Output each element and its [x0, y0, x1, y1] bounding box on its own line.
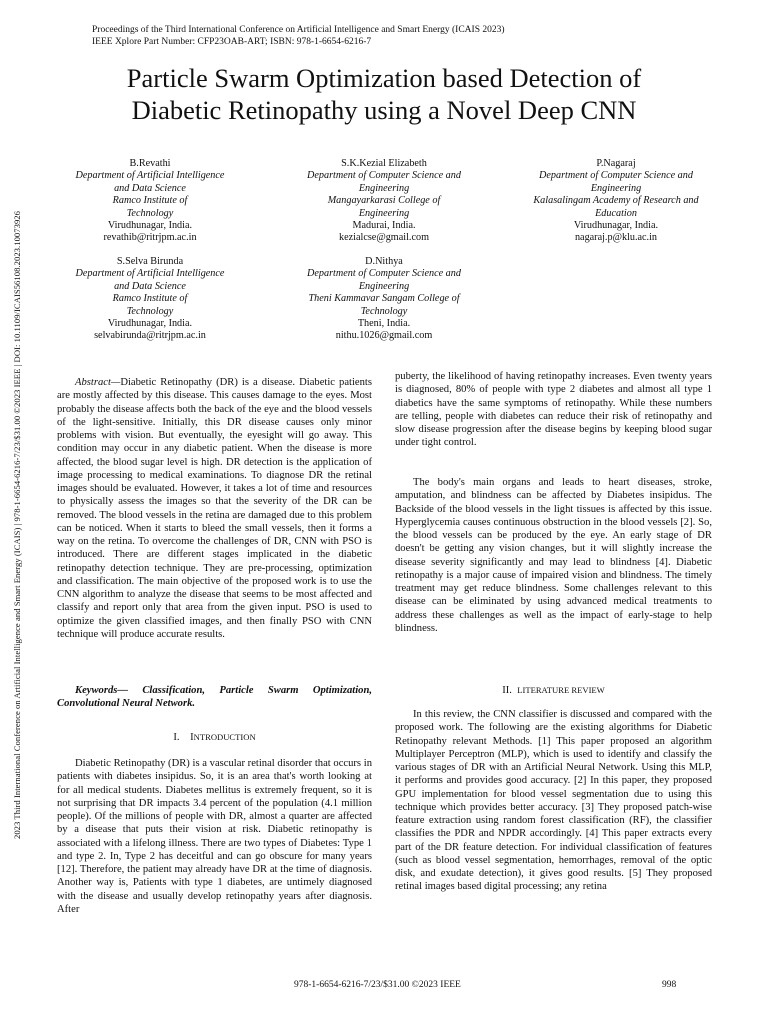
author-institution: Ramco Institute of: [112, 195, 188, 207]
author-department: Engineering: [358, 280, 410, 292]
right-column-paragraph-2: [395, 476, 712, 635]
author-institution: Mangayarkarasi College of: [327, 195, 441, 207]
section-title-initial: I: [190, 732, 194, 743]
author-email[interactable]: nithu.1026@gmail.com: [335, 330, 433, 342]
author-name: S.K.Kezial Elizabeth: [341, 158, 427, 169]
author-name: D.Nithya: [365, 256, 403, 267]
conference-header: [92, 24, 505, 48]
author-email[interactable]: revathib@ritrjpm.ac.in: [103, 232, 197, 244]
author-institution: Engineering: [358, 207, 410, 219]
author-department: Department of Computer Science and: [307, 170, 461, 182]
page-number: 998: [662, 980, 677, 990]
section-heading-introduction: [57, 731, 372, 744]
section-number: II.: [502, 685, 512, 696]
author-email[interactable]: selvabirunda@ritrjpm.ac.in: [94, 330, 206, 342]
author-email[interactable]: nagaraj.p@klu.ac.in: [574, 232, 658, 244]
doi-side-note-text: 2023 Third International Conference on Artificial Intelligence and Smart Energy (ICAIS) | 978-1-6654-6216-7/23/$31.00 ©2023 IEEE | DOI: 10.1109/ICAIS56108.2023.10073926: [12, 210, 22, 840]
doi-side-note: [11, 160, 23, 890]
author-block: [40, 158, 260, 245]
paragraph: In this review, the CNN classifier is discussed and compared with the proposed work. The following are the existing algorithms for Diabetic Retinopathy relevant Methods. [1] This paper proposed an algorithm Multiplayer Perceptron (MLP), which is used to identify and classify the various stages of DR with an Artificial Neural Network. Using this MLP, it performs and provides good accuracy. [2] In this paper, they proposed GPU implementation for blood vessel segmentation due to using this technique which provides better accuracy. [3] They proposed patch-wise feature extraction using random forest classification (RF), the classifier classifies the PDR and NPDR accordingly. [4] This paper extracts every part of the DR feature detection. For individual classification of features (such as blood vessel segmentation, hemorrhages, removal of the optic disk, and exudate detection), it gives good results. [5] They proposed retinal images based digital processing; any retina: [395, 709, 712, 893]
author-name: B.Revathi: [129, 158, 171, 169]
author-institution: Kalasalingam Academy of Research and: [533, 195, 699, 207]
author-location: Virudhunagar, India.: [107, 220, 193, 232]
author-block: [506, 158, 726, 245]
author-name: P.Nagaraj: [596, 158, 636, 169]
author-department: and Data Science: [114, 280, 186, 292]
section-heading-literature-review: [395, 684, 712, 697]
author-block: [40, 256, 260, 343]
author-department: Department of Artificial Intelligence: [75, 170, 225, 182]
author-institution: Theni Kammavar Sangam College of: [308, 293, 460, 305]
literature-review-body: [395, 708, 712, 894]
paragraph: The body's main organs and leads to heart diseases, stroke, amputation, and blindness can be affected by Diabetes insipidus. The Backside of the blood vessels in the light tissues is affected by this issue. Hyperglycemia causes continuous obstruction in the blood vessels [2]. So, the blood vessels can be produced by the eye. An early stage of DR doesn't be getting any vision changes, but it will slightly increase the disease severity significantly and may lead to blindness [4]. Diabetic retinopathy is a major cause of impaired vision and blindness. The timely treatment may get reduce blindness. Some challenges relevant to this disease can be eliminated by using advanced medical treatments to address these challenges as well as the impact of early-stage to help blindness.: [395, 477, 712, 634]
paragraph: Diabetic Retinopathy (DR) is a vascular retinal disorder that occurs in patients with diabetes insipidus. So, it is an area that's worth looking at for all medical students. Diabetes mellitus is extremely frequent, so it is not surprising that DR impacts 3.4 percent of the population (4.1 million people). Of the millions of people with DR, almost a quarter are affected by a disease that puts their vision at risk. Diabetic retinopathy is associated with a lifelong illness. There are two types of Diabetes: Type 1 and type 2. In, Type 2 has deceitful and can go obscure for many years [12]. Therefore, the patient may already have DR at the time of diagnosis. Another way is, Patients with type 1 diabetes, are untimely diagnosed with the disease and usually develop retinopathy years after diagnosis. After: [57, 758, 372, 915]
author-location: Virudhunagar, India.: [573, 220, 659, 232]
author-department: Department of Computer Science and: [307, 268, 461, 280]
abstract-text: Diabetic Retinopathy (DR) is a disease. Diabetic patients are mostly affected by this disease. This causes damage to the eyes. Most probably the disease affects both the back of the eye and the blood vessels of the light-sensitive. Initially, this DR disease causes only minor problems with vision. But eventually, the eyesight will go away. This condition may occur in any diabetic patient. When the disease is more affected, the blood sugar level is high. DR detection is the application of image processing to medical examinations. To diagnose DR the retinal images should be evaluated. However, it takes a lot of time and resources to physically assess the images so that the severity of the DR can be removed. The blood vessels in the retina are damaged due to this problem can be noticed. When it starts to bleed the small vessels, then it forms a way on the retina. To overcome the challenges of DR, CNN with PSO is introduced. There are different stages implicated in the diabetic retinopathy detection technique. They are pre-processing, optimization and classification. The main objective of the proposed work is to use the CNN algorithm to analyze the disease that seems to be most affected and classify and report only that area from the given input. PSO is used to optimize the given classified images, and then finally PSO with CNN technique will produce accurate results.: [57, 377, 372, 640]
keywords: [57, 684, 372, 711]
paper-title: [20, 62, 748, 126]
section-title: LITERATURE REVIEW: [517, 685, 605, 695]
keywords-text: Classification, Particle Swarm Optimization, Convolutional Neural Network.: [57, 685, 372, 710]
section-title-rest: NTRODUCTION: [193, 732, 256, 742]
paragraph: puberty, the likelihood of having retinopathy increases. Even twenty years is diagnosed, 80% of people with type 2 diabetes and almost all type 1 diabetics have the same symptoms of retinopathy. While these numbers are telling, people with diabetes can reduce their risk of retinopathy and slow disease progression after the disease begins by keeping blood sugar under tight control.: [395, 371, 712, 449]
keywords-label: Keywords—: [75, 685, 128, 696]
author-name: S.Selva Birunda: [116, 256, 184, 267]
right-column-paragraph-1: [395, 370, 712, 450]
author-department: and Data Science: [114, 182, 186, 194]
abstract-label: Abstract—: [75, 377, 121, 388]
author-department: Department of Artificial Intelligence: [75, 268, 225, 280]
author-institution: Education: [595, 207, 637, 219]
paper-title-line-2: Diabetic Retinopathy using a Novel Deep CNN: [131, 95, 637, 125]
paper-title-line-1: Particle Swarm Optimization based Detection of: [126, 63, 642, 93]
author-department: Engineering: [358, 182, 410, 194]
author-department: Department of Computer Science and: [539, 170, 693, 182]
author-institution: Ramco Institute of: [112, 293, 188, 305]
author-institution: Technology: [126, 207, 174, 219]
section-number: I.: [173, 732, 180, 743]
author-block: [274, 158, 494, 245]
introduction-body: [57, 757, 372, 916]
abstract: [57, 376, 372, 641]
author-block: [274, 256, 494, 343]
ieee-xplore-line: IEEE Xplore Part Number: CFP23OAB-ART; ISBN: 978-1-6654-6216-7: [92, 37, 372, 47]
author-location: Madurai, India.: [352, 220, 416, 232]
author-institution: Technology: [126, 305, 174, 317]
author-department: Engineering: [590, 182, 642, 194]
author-email[interactable]: kezialcse@gmail.com: [339, 232, 429, 244]
author-location: Virudhunagar, India.: [107, 318, 193, 330]
footer-code: 978-1-6654-6216-7/23/$31.00 ©2023 IEEE: [294, 980, 461, 990]
author-institution: Technology: [360, 305, 408, 317]
conference-proceedings-line: Proceedings of the Third International Conference on Artificial Intelligence and Smart Energy (ICAIS 2023): [92, 25, 505, 35]
author-location: Theni, India.: [357, 318, 411, 330]
